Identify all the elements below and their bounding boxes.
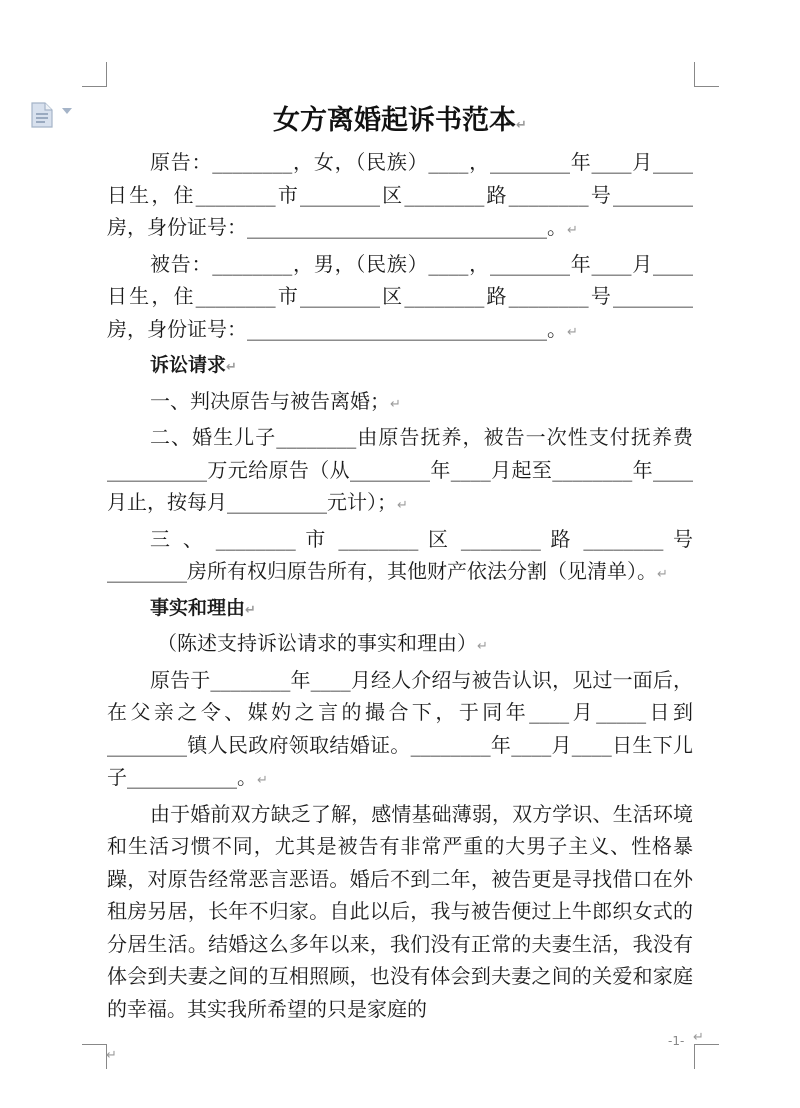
paragraph-facts-note — [107, 627, 693, 664]
crop-mark-bottom-right — [694, 1044, 719, 1069]
paragraph-text: 三 、 ________ 市 ________ 区 ________ 路 ________ 号________房所有权归原告所有，其他财产依法分割（见清单）。 — [107, 526, 693, 583]
paragraph-defendant — [107, 248, 693, 350]
paragraph-facts-1 — [107, 664, 693, 798]
page-number-text: -1- — [668, 1034, 685, 1048]
paragraph-text: 被告：________，男，（民族）____，________年____月____日生，住________市________区________路________号________房，身份证号：______________________________。 — [107, 251, 693, 341]
paragraph-mark: ↵ — [226, 360, 237, 375]
page-number — [668, 1034, 684, 1048]
heading-claims — [107, 349, 693, 385]
heading-text: 事实和理由 — [150, 596, 246, 619]
title-text: 女方离婚起诉书范本 — [273, 105, 517, 136]
paragraph-mark: ↵ — [567, 324, 578, 340]
paragraph-mark: ↵ — [257, 773, 268, 788]
paragraph-claim-1 — [107, 385, 693, 422]
paragraph-mark: ↵ — [477, 639, 488, 654]
paragraph-mark: ↵ — [567, 223, 578, 238]
paragraph-text: （陈述支持诉讼请求的事实和理由） — [157, 631, 477, 655]
paragraph-text: 一、判决原告与被告离婚； — [150, 388, 390, 413]
paragraph-text: 原告于________年____月经人介绍与被告认识，见过一面后，在父亲之令、媒妁之言的撮合下，于同年____月_____日到________镇人民政府领取结婚证。________年____月____日生下儿子___________。 — [107, 667, 693, 789]
crop-mark-bottom-left — [82, 1044, 107, 1069]
paragraph-mark: ↵ — [397, 498, 408, 513]
paragraph-facts-2 — [107, 798, 693, 1026]
heading-facts — [107, 592, 693, 628]
document-title — [0, 98, 800, 137]
paragraph-claim-3 — [107, 523, 693, 592]
paragraph-mark: ↵ — [245, 602, 256, 618]
document-body — [107, 146, 693, 1025]
paragraph-plaintiff — [107, 146, 693, 248]
paragraph-mark: ↵ — [106, 1048, 117, 1063]
paragraph-text: 原告：________，女，（民族）____，________年____月____日生，住________市________区________路________号________房，身份证号：______________________________。 — [107, 150, 693, 239]
crop-mark-top-right — [694, 62, 719, 87]
paragraph-mark: ↵ — [657, 567, 668, 582]
paragraph-claim-2 — [107, 421, 693, 523]
paragraph-mark: ↵ — [516, 118, 527, 133]
paragraph-text: 二、婚生儿子________由原告抚养，被告一次性支付抚养费__________万元给原告（从________年____月起至________年____月止，按每月__________元计）； — [107, 425, 693, 514]
heading-text: 诉讼请求 — [150, 354, 227, 376]
paragraph-mark: ↵ — [390, 396, 401, 412]
paragraph-mark: ↵ — [693, 1030, 704, 1045]
crop-mark-top-left — [82, 62, 107, 87]
paragraph-text: 由于婚前双方缺乏了解，感情基础薄弱，双方学识、生活环境和生活习惯不同，尤其是被告有非常严重的大男子主义、性格暴躁，对原告经常恶言恶语。婚后不到二年，被告更是寻找借口在外租房另居，长年不归家。自此以后，我与被告便过上牛郎织女式的分居生活。结婚这么多年以来，我们没有正常的夫妻生活，我没有体会到夫妻之间的互相照顾，也没有体会到夫妻之间的关爱和家庭的幸福。其实我所希望的只是家庭的 — [107, 801, 693, 1021]
